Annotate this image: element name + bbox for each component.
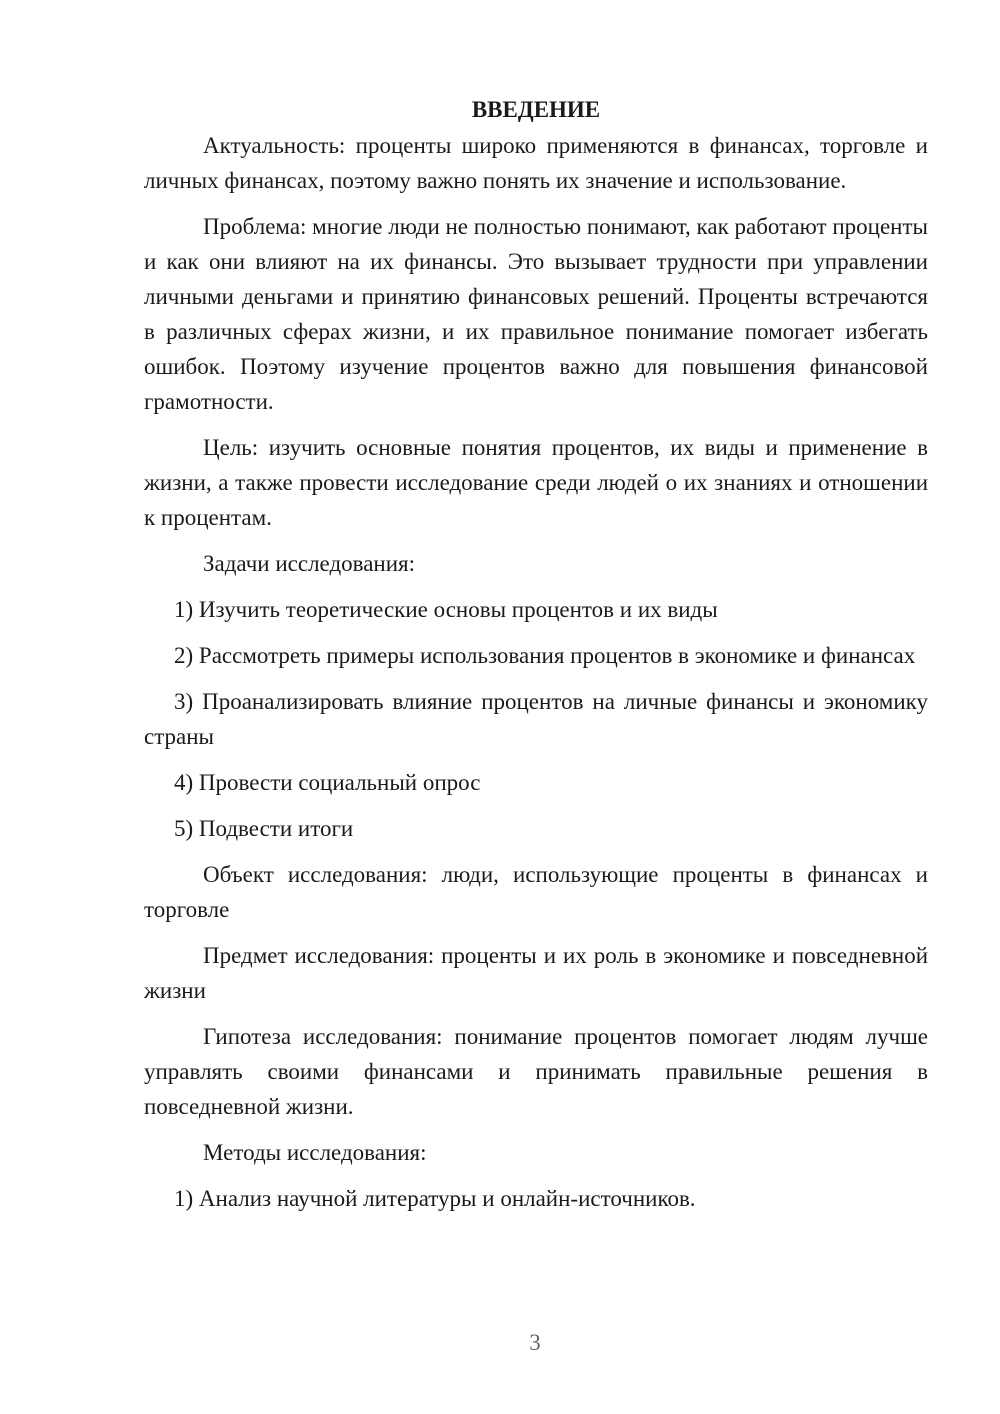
task-item: 3) Проанализировать влияние процентов на личные финансы и экономику страны bbox=[144, 689, 928, 749]
document-page bbox=[144, 92, 928, 1227]
task-item: 4) Провести социальный опрос bbox=[174, 770, 481, 795]
method-item: 1) Анализ научной литературы и онлайн-источников. bbox=[174, 1186, 696, 1211]
section-title: ВВЕДЕНИЕ bbox=[471, 97, 601, 122]
subject-paragraph: Предмет исследования: проценты и их роль в экономике и повседневной жизни bbox=[144, 943, 928, 1003]
object-paragraph: Объект исследования: люди, использующие проценты в финансах и торговле bbox=[144, 862, 928, 922]
task-item: 5) Подвести итоги bbox=[174, 816, 354, 841]
task-item: 1) Изучить теоретические основы процентов и их виды bbox=[174, 597, 718, 622]
goal-paragraph: Цель: изучить основные понятия процентов, их виды и применение в жизни, а также провести исследование среди людей о их знаниях и отношении к процентам. bbox=[144, 435, 928, 530]
problem-paragraph: Проблема: многие люди не полностью понимают, как работают проценты и как они влияют на их финансы. Это вызывает трудности при управлении личными деньгами и принятию финансовых решений. Проценты встречаются в различных сферах жизни, и их правильное понимание помогает избегать ошибок. Поэтому изучение процентов важно для повышения финансовой грамотности. bbox=[144, 214, 928, 414]
task-item: 2) Рассмотреть примеры использования процентов в экономике и финансах bbox=[174, 643, 916, 668]
methods-heading: Методы исследования: bbox=[203, 1140, 427, 1165]
relevance-paragraph: Актуальность: проценты широко применяются в финансах, торговле и личных финансах, поэтому важно понять их значение и использование. bbox=[144, 133, 928, 193]
page-number: 3 bbox=[529, 1330, 541, 1355]
tasks-heading: Задачи исследования: bbox=[203, 551, 416, 576]
hypothesis-paragraph: Гипотеза исследования: понимание процентов помогает людям лучше управлять своими финансами и принимать правильные решения в повседневной жизни. bbox=[144, 1024, 928, 1119]
